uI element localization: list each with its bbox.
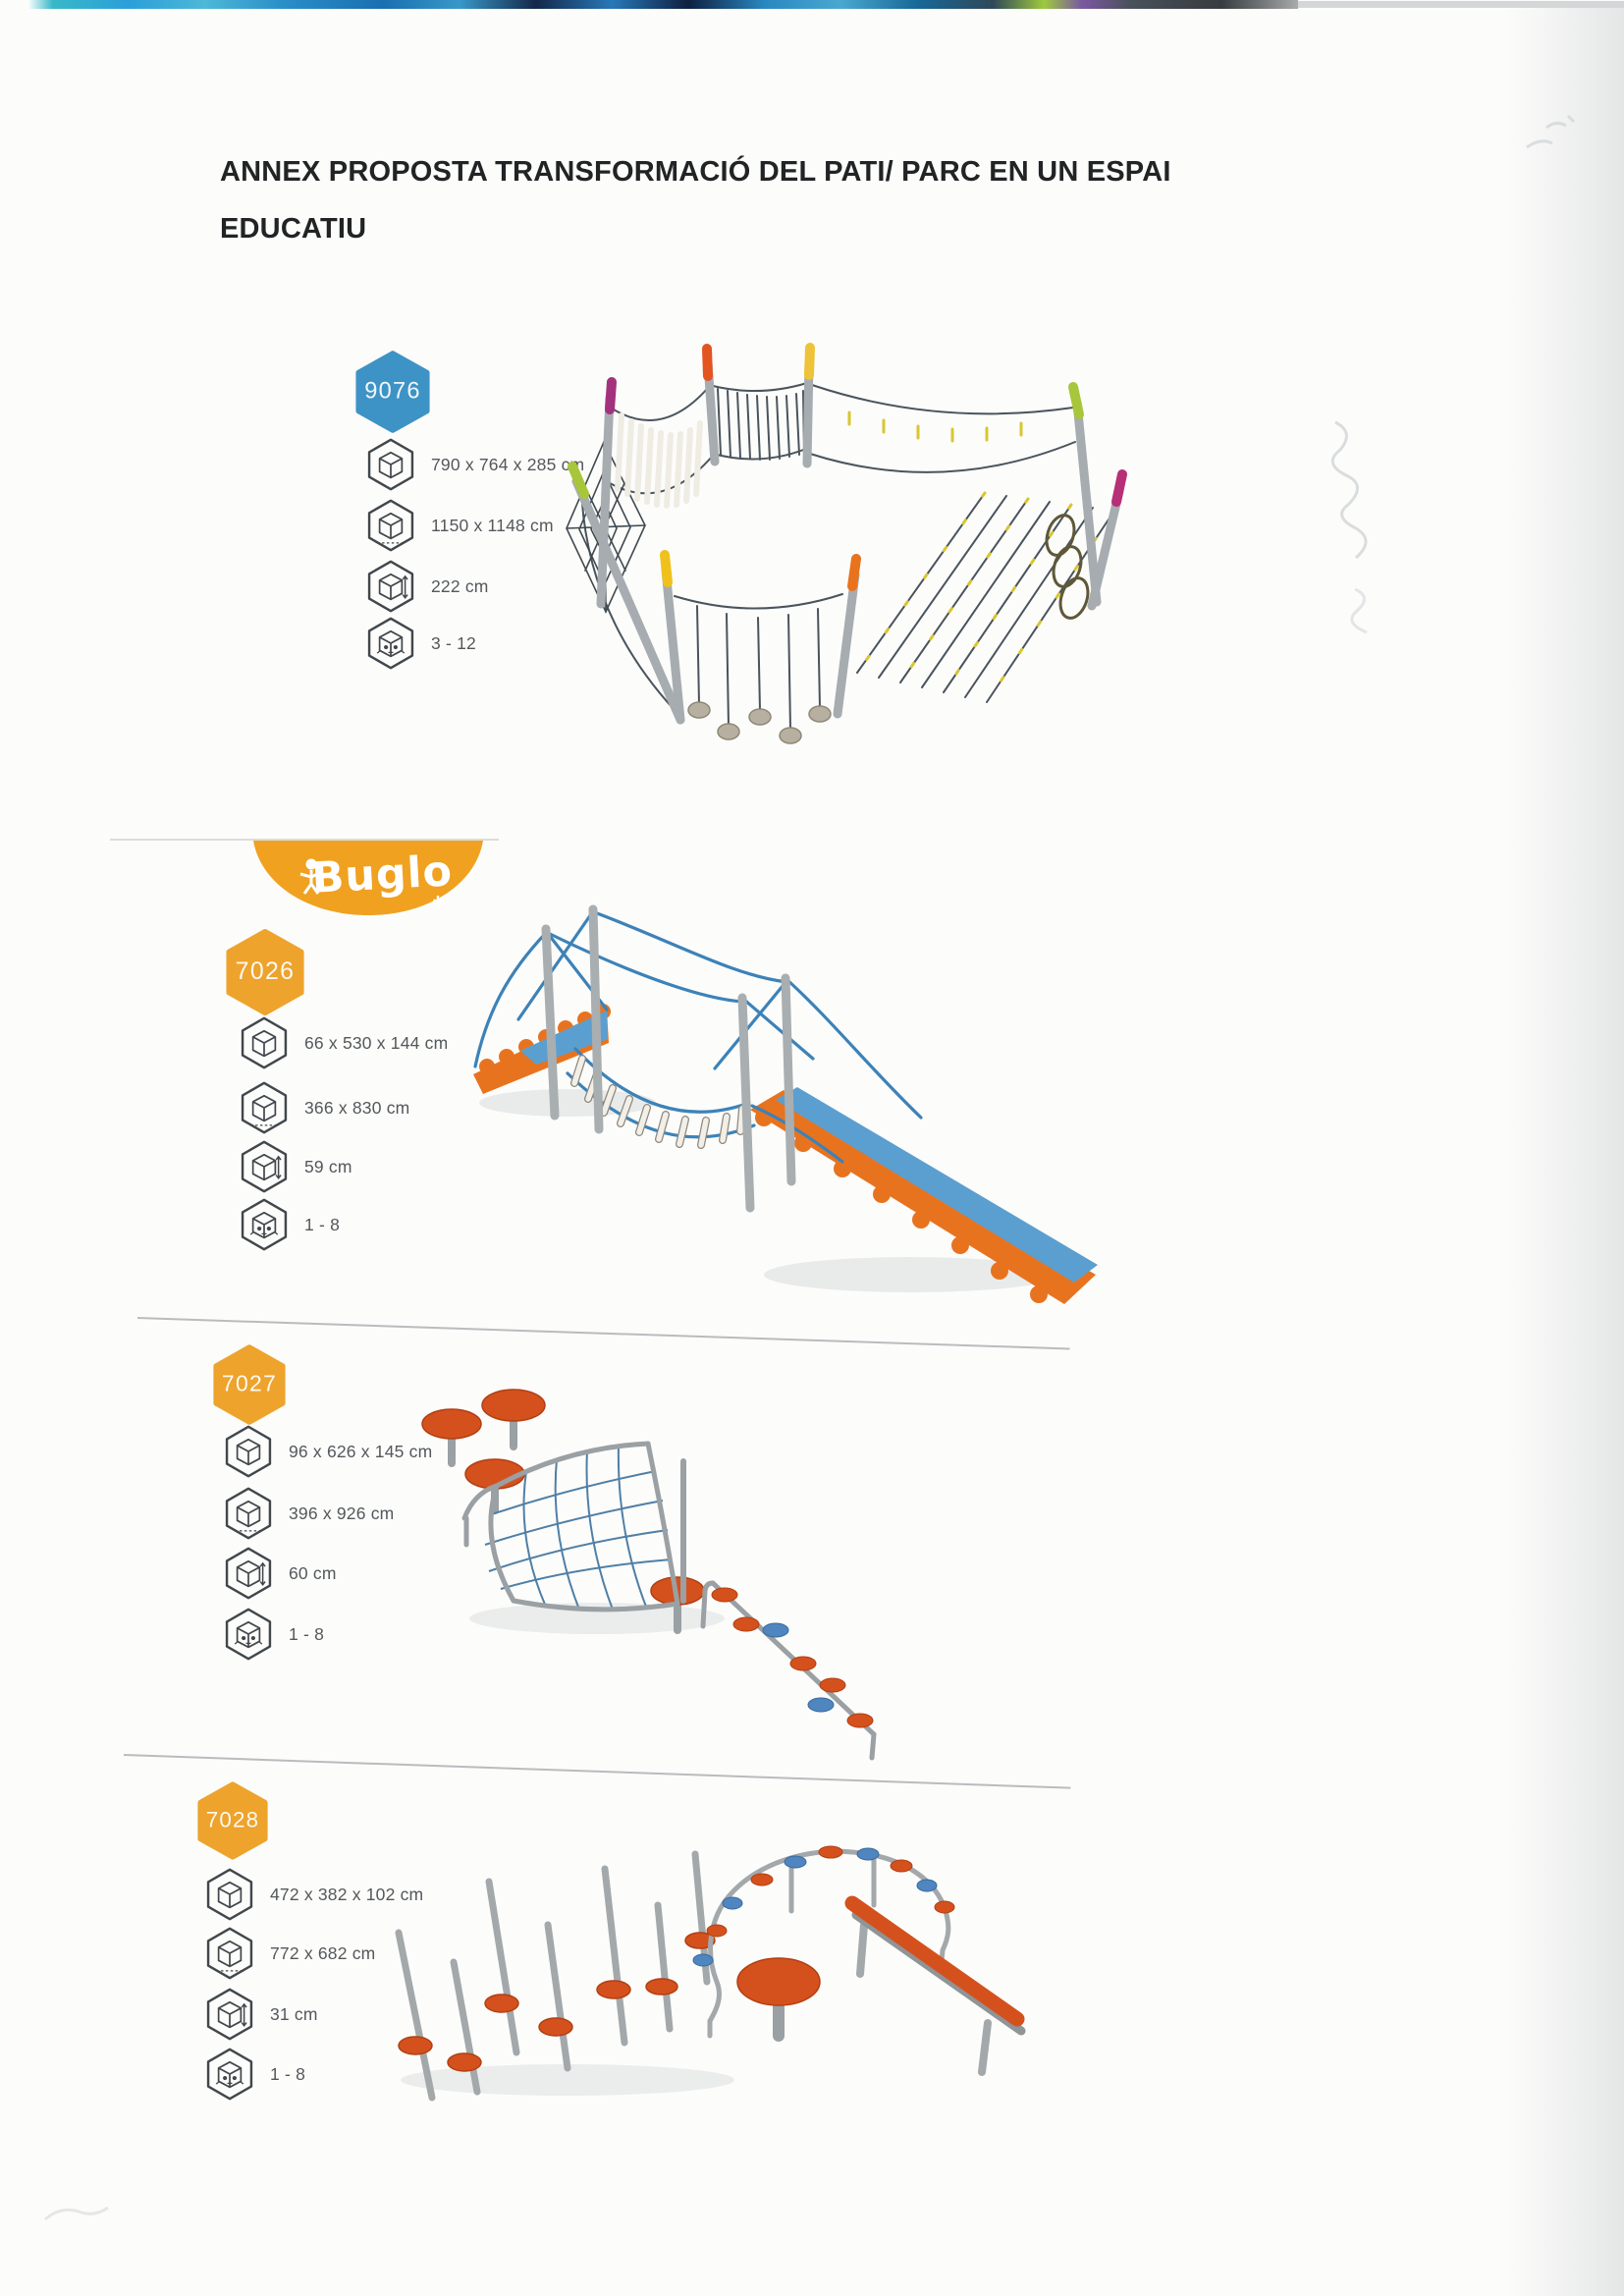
age-range-icon: [239, 1196, 290, 1253]
scan-smudge-bottom: [35, 2180, 124, 2249]
spec-row: [239, 1079, 409, 1136]
rope-circuit-illustration: [525, 290, 1193, 781]
spec-value: 66 x 530 x 144 cm: [304, 1032, 449, 1053]
age-range-icon: [223, 1606, 274, 1663]
product-code: 7026: [235, 957, 296, 986]
dimensions-icon: [365, 436, 416, 493]
dimensions-icon: [223, 1423, 274, 1480]
spec-value: 60 cm: [289, 1562, 337, 1583]
product-badge-7026: [226, 928, 304, 1016]
product-badge-9076: [355, 350, 430, 434]
safety-area-icon: [223, 1485, 274, 1542]
spec-row: [239, 1138, 352, 1195]
document-title: [220, 143, 1202, 257]
ladder-rungs: [618, 415, 700, 506]
climbing-net-illustration: [420, 1373, 896, 1766]
spec-row: [365, 558, 489, 615]
spec-value: 772 x 682 cm: [270, 1942, 376, 1963]
balance-beam: [852, 1903, 1021, 2072]
spec-value: 1150 x 1148 cm: [431, 515, 554, 535]
product-badge-7027: [213, 1343, 286, 1426]
fall-height-icon: [365, 558, 416, 615]
spec-value: 3 - 12: [431, 632, 476, 653]
spec-value: 1 - 8: [289, 1623, 325, 1644]
stepper-rail: [703, 1583, 874, 1758]
title-line-1: ANNEX PROPOSTA TRANSFORMACIÓ DEL PATI/ PARC EN UN ESPAI: [220, 156, 1171, 188]
age-range-icon: [365, 615, 416, 672]
mushroom-stool: [737, 1958, 820, 2036]
spec-row: [223, 1606, 324, 1663]
safety-area-icon: [365, 497, 416, 554]
balance-poles: [399, 1854, 707, 2098]
spec-row: [204, 1925, 375, 1982]
spec-row: [223, 1485, 394, 1542]
spec-value: 222 cm: [431, 575, 489, 596]
product-code: 9076: [364, 378, 421, 405]
scan-smudge-top: [1517, 108, 1586, 167]
mushroom-steppers: [422, 1390, 704, 1605]
hanging-ticks: [849, 412, 1021, 441]
fall-height-icon: [223, 1545, 274, 1602]
fall-height-icon: [204, 1986, 255, 2043]
title-line-2: EDUCATIU: [220, 213, 367, 245]
spec-value: 31 cm: [270, 2003, 318, 2024]
spec-value: 1 - 8: [270, 2063, 306, 2084]
spec-row: [223, 1423, 432, 1480]
spec-row: [239, 1196, 340, 1253]
fall-height-icon: [239, 1138, 290, 1195]
product-badge-7028: [197, 1779, 268, 1862]
spec-row: [239, 1014, 448, 1071]
buglo-logo: [245, 833, 491, 919]
spec-value: 472 x 382 x 102 cm: [270, 1884, 424, 1904]
product-code: 7028: [205, 1807, 260, 1832]
spec-row: [365, 615, 476, 672]
spec-value: 96 x 626 x 145 cm: [289, 1441, 433, 1461]
product-code: 7027: [221, 1370, 278, 1396]
scanner-edge-artifact: [27, 0, 1298, 9]
page-edge-shading: [1506, 8, 1624, 2296]
spec-row: [204, 1986, 318, 2043]
safety-area-icon: [204, 1925, 255, 1982]
scan-smudge: [1296, 403, 1424, 658]
safety-area-icon: [239, 1079, 290, 1136]
left-ramp: [473, 1004, 611, 1094]
suspension-bridge-illustration: [460, 882, 1098, 1309]
dimensions-icon: [239, 1014, 290, 1071]
spec-value: 59 cm: [304, 1156, 352, 1176]
spec-value: 396 x 926 cm: [289, 1503, 395, 1523]
stepping-stones: [688, 702, 831, 743]
balance-trail-illustration: [371, 1834, 1049, 2129]
age-range-icon: [204, 2046, 255, 2103]
buglo-logo-text: Buglo: [310, 847, 455, 903]
scanner-edge-artifact-gray: [1298, 1, 1624, 8]
spec-row: [223, 1545, 337, 1602]
spec-value: 1 - 8: [304, 1214, 341, 1234]
spec-row: [204, 2046, 305, 2103]
spec-value: 790 x 764 x 285 cm: [431, 454, 585, 474]
dimensions-icon: [204, 1866, 255, 1923]
spec-value: 366 x 830 cm: [304, 1097, 410, 1118]
